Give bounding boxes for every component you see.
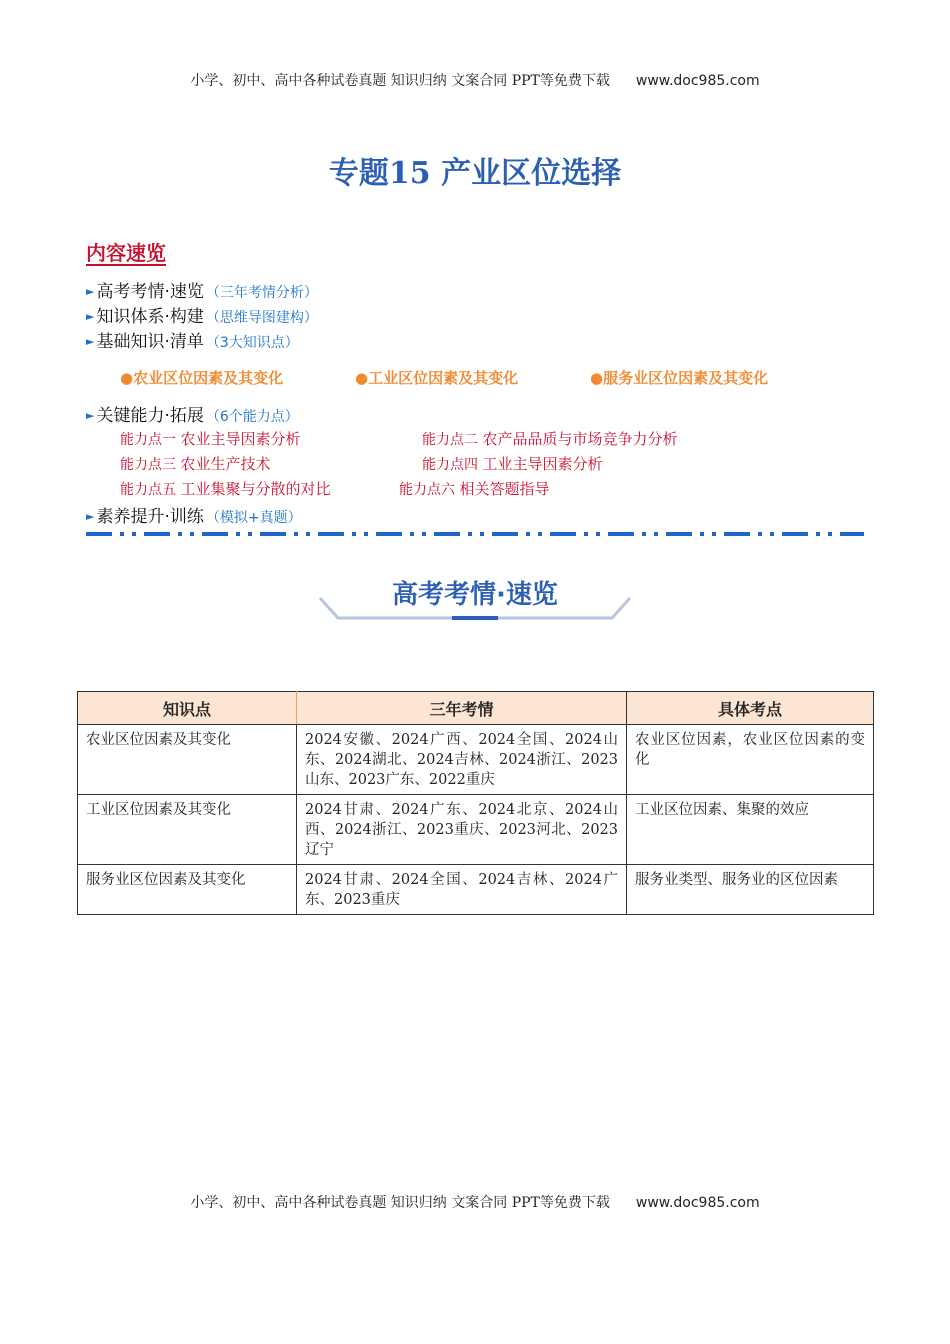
knowledge-point-industry: ●工业区位因素及其变化 (355, 369, 519, 387)
arrow-icon: ► (86, 285, 95, 298)
ability-point-4 (422, 453, 602, 474)
footer-url[interactable]: www.doc985.com (635, 1195, 760, 1211)
table-cell: 工业区位因素及其变化 (78, 795, 297, 865)
table-cell: 2024安徽、2024广西、2024全国、2024山东、2024湖北、2024吉林、2024浙江、2023山东、2023广东、2022重庆 (297, 725, 627, 795)
arrow-icon: ► (86, 310, 95, 323)
table-cell: 服务业类型、服务业的区位因素 (627, 865, 874, 915)
ability-prefix: 能力点一 (120, 432, 176, 448)
ability-text: 农业主导因素分析 (180, 430, 301, 448)
ability-point-2 (422, 428, 677, 449)
ability-text: 相关答题指导 (459, 480, 550, 498)
toc-item-sub: （思维导图建构） (205, 310, 318, 326)
ability-point-5 (120, 478, 330, 499)
ability-point-1 (120, 428, 300, 449)
toc-item-label: 基础知识·清单 (96, 332, 204, 352)
dashed-divider (86, 530, 864, 538)
ability-text: 工业主导因素分析 (482, 455, 603, 473)
column-header-test-points: 具体考点 (627, 692, 874, 725)
section-title: 高考考情·速览 (392, 580, 558, 610)
ability-point-6 (399, 478, 549, 499)
toc-item-1 (86, 277, 318, 302)
ability-prefix: 能力点五 (120, 482, 176, 498)
table-cell: 2024甘肃、2024广东、2024北京、2024山西、2024浙江、2023重庆、2023河北、2023辽宁 (297, 795, 627, 865)
arrow-icon: ► (86, 409, 95, 422)
toc-heading: 内容速览 (86, 241, 166, 265)
column-header-exam-history: 三年考情 (297, 692, 627, 725)
toc-item-label: 高考考情·速览 (96, 282, 204, 302)
table-row (78, 795, 874, 865)
toc-item-2 (86, 302, 318, 327)
toc-item-sub: （三年考情分析） (205, 285, 318, 301)
header-url[interactable]: www.doc985.com (635, 73, 760, 89)
toc-item-label: 素养提升·训练 (96, 507, 204, 527)
ability-prefix: 能力点四 (422, 457, 478, 473)
table-row (78, 725, 874, 795)
toc-item-label: 关键能力·拓展 (96, 406, 204, 426)
toc-item-sub: （模拟+真题） (205, 510, 302, 526)
table-cell: 服务业区位因素及其变化 (78, 865, 297, 915)
table-row (78, 865, 874, 915)
exam-analysis-table (77, 691, 874, 915)
arrow-icon: ► (86, 510, 95, 523)
ability-prefix: 能力点六 (399, 482, 455, 498)
table-cell: 农业区位因素及其变化 (78, 725, 297, 795)
toc-item-3 (86, 327, 299, 352)
header-text: 小学、初中、高中各种试卷真题 知识归纳 文案合同 PPT等免费下载 (190, 73, 610, 89)
table-cell: 2024甘肃、2024全国、2024吉林、2024广东、2023重庆 (297, 865, 627, 915)
toc-item-sub: （6个能力点） (205, 409, 299, 425)
toc-item-sub: （3大知识点） (205, 335, 299, 351)
table-cell: 农业区位因素，农业区位因素的变化 (627, 725, 874, 795)
document-title: 专题15 产业区位选择 (328, 156, 622, 191)
ability-text: 农产品品质与市场竞争力分析 (482, 430, 678, 448)
knowledge-point-agriculture: ●农业区位因素及其变化 (120, 369, 284, 387)
ability-point-3 (120, 453, 270, 474)
arrow-icon: ► (86, 335, 95, 348)
toc-item-label: 知识体系·构建 (96, 307, 204, 327)
column-header-knowledge: 知识点 (78, 692, 297, 725)
ability-prefix: 能力点三 (120, 457, 176, 473)
page-footer (0, 1192, 950, 1212)
toc-item-4 (86, 401, 299, 426)
knowledge-point-service: ●服务业区位因素及其变化 (590, 369, 769, 387)
page-header (0, 70, 950, 90)
footer-text: 小学、初中、高中各种试卷真题 知识归纳 文案合同 PPT等免费下载 (190, 1195, 610, 1211)
ability-text: 工业集聚与分散的对比 (180, 480, 331, 498)
table-cell: 工业区位因素、集聚的效应 (627, 795, 874, 865)
table-header-row (78, 692, 874, 725)
ability-prefix: 能力点二 (422, 432, 478, 448)
ability-text: 农业生产技术 (180, 455, 271, 473)
toc-item-5 (86, 502, 302, 527)
